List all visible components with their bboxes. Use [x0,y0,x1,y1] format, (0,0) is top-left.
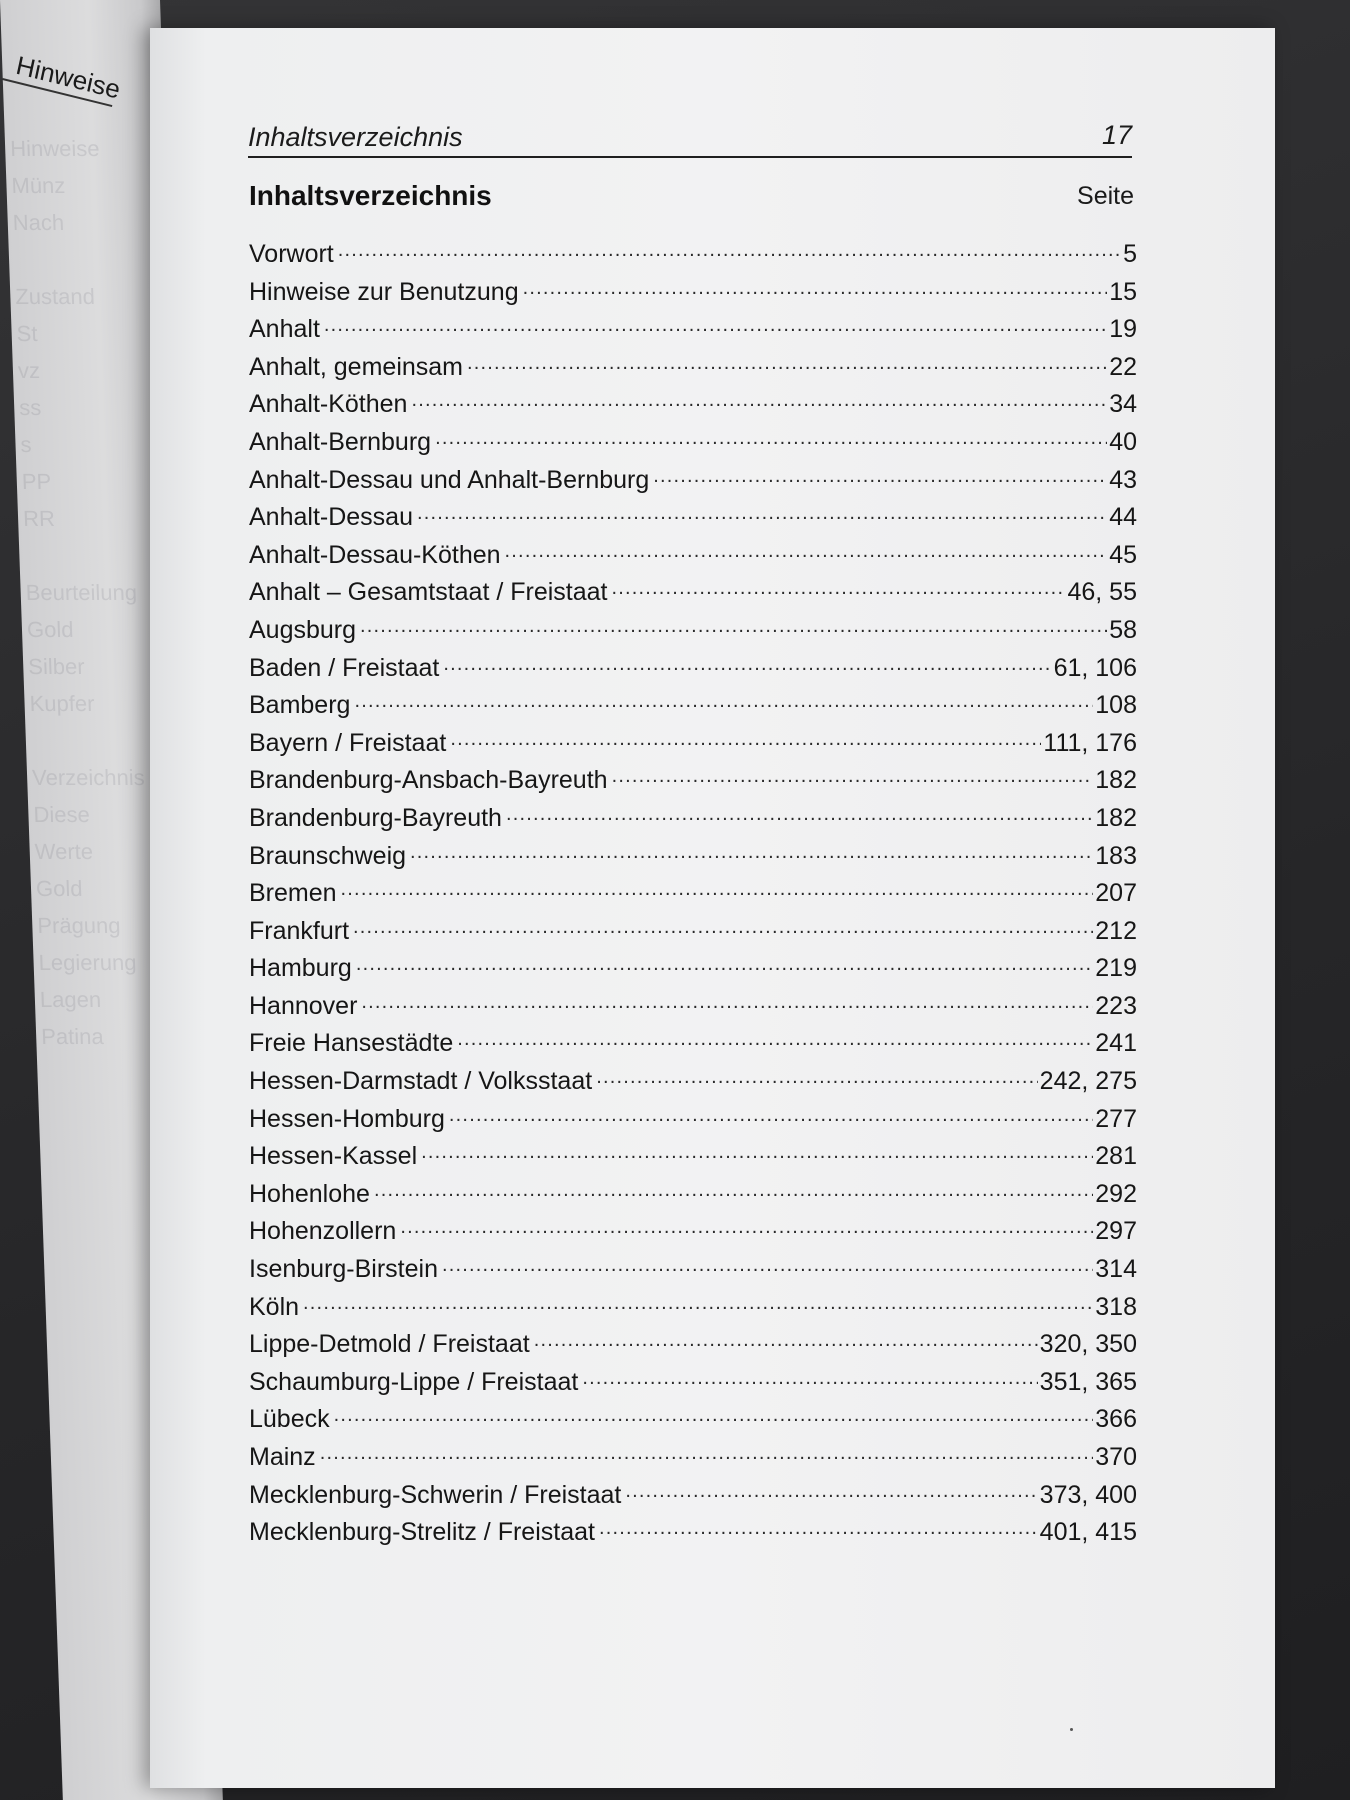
toc-entry-label: Anhalt-Dessau-Köthen [249,540,501,569]
toc-leader-dots [450,725,1041,751]
toc-entry [249,1063,1137,1101]
toc-leader-dots [354,687,1093,713]
toc-heading-row [249,176,1134,220]
toc-entry [249,386,1137,424]
toc-leader-dots [356,950,1093,976]
toc-entry [249,762,1137,800]
toc-entry-page: 182 [1095,766,1137,795]
toc-entry [249,349,1137,387]
toc-entry-label: Hinweise zur Benutzung [249,277,519,306]
toc-leader-dots [625,1477,1037,1503]
toc-entry [249,236,1137,274]
toc-entry [249,1326,1137,1364]
toc-entry [249,499,1137,537]
toc-entry-label: Bayern / Freistaat [249,728,447,757]
toc-leader-dots [338,236,1121,262]
current-page [150,28,1275,1788]
toc-leader-dots [653,462,1107,488]
toc-entry-label: Mecklenburg-Schwerin / Freistaat [249,1480,622,1509]
toc-entry-page: 370 [1095,1443,1137,1471]
toc-entry-page: 111, 176 [1043,728,1137,757]
toc-entry-page: 22 [1109,352,1137,381]
toc-leader-dots [360,612,1107,638]
toc-leader-dots [334,1401,1094,1427]
toc-entry-page: 108 [1095,691,1137,720]
toc-entry-label: Brandenburg-Ansbach-Bayreuth [249,766,608,795]
toc-entry-page: 297 [1095,1217,1137,1246]
toc-entry-label: Bamberg [249,691,351,720]
toc-entry-label: Hessen-Darmstadt / Volksstaat [249,1067,593,1096]
toc-entry-page: 46, 55 [1067,578,1137,607]
toc-entry [249,1025,1137,1063]
previous-page-header: Hinweise [13,50,124,105]
toc-entry-label: Augsburg [249,615,357,644]
toc-entry-label: Freie Hansestädte [249,1029,454,1058]
toc-entry-label: Hamburg [249,954,352,983]
toc-leader-dots [353,913,1093,939]
toc-entry [249,1289,1137,1327]
toc-entry-page: 223 [1095,991,1137,1020]
toc-entry [249,612,1137,650]
toc-entry-page: 19 [1109,315,1137,344]
toc-entry [249,875,1137,913]
page-number: 17 [1101,120,1132,150]
paper-speck [1070,1728,1073,1731]
toc-leader-dots [442,1251,1093,1277]
toc-leader-dots [596,1063,1037,1089]
toc-leader-dots [411,386,1107,412]
toc-entry [249,311,1137,349]
toc-leader-dots [467,349,1107,375]
toc-entry-label: Anhalt, gemeinsam [249,352,464,381]
toc-entry [249,650,1137,688]
toc-title: Inhaltsverzeichnis [249,180,492,211]
toc-entry-page: 61, 106 [1053,653,1137,682]
toc-entry-page: 373, 400 [1039,1480,1137,1509]
toc-entry [249,1213,1137,1251]
toc-entry-label: Braunschweig [249,841,407,870]
toc-entry-label: Baden / Freistaat [249,653,440,682]
toc-leader-dots [324,311,1107,337]
toc-entry [249,687,1137,725]
toc-entry-label: Hannover [249,991,358,1020]
toc-entry-label: Köln [249,1292,300,1321]
toc-entry-page: 281 [1095,1142,1137,1171]
toc-leader-dots [523,274,1108,300]
toc-entry [249,1176,1137,1214]
toc-leader-dots [435,424,1107,450]
toc-entry-page: 351, 365 [1039,1367,1137,1396]
toc-entry-label: Isenburg-Birstein [249,1255,438,1284]
toc-entry-label: Anhalt-Dessau und Anhalt-Bernburg [249,465,650,494]
toc-entry-label: Lübeck [249,1405,330,1434]
toc-entry-label: Anhalt [249,315,320,344]
toc-entry-label: Hessen-Homburg [249,1104,445,1133]
toc-leader-dots [417,499,1107,525]
toc-entry-page: 40 [1109,427,1137,456]
toc-leader-dots [374,1176,1093,1202]
previous-page-bleed-text: Hinweise Münz Nach Zustand St vz ss s PP RR Beurteilung Gold Silber Kupfer Verzeichnis Diese Werte Gold Prägung Legierung Lagen Patina [9,136,146,1049]
toc-entry-page: 5 [1123,240,1137,268]
toc-entry [249,1138,1137,1176]
toc-entry-page: 401, 415 [1039,1518,1137,1547]
toc-entry-label: Frankfurt [249,916,350,945]
toc-entry-page: 45 [1109,540,1137,569]
toc-entry [249,1401,1137,1439]
toc-entry-page: 318 [1095,1292,1137,1321]
toc-leader-dots [449,1101,1093,1127]
toc-leader-dots [320,1439,1094,1465]
toc-entry-page: 58 [1109,615,1137,644]
toc-leader-dots [457,1025,1093,1051]
toc-leader-dots [341,875,1094,901]
toc-entry-page: 207 [1095,879,1137,908]
toc-leader-dots [410,838,1093,864]
toc-entry [249,1364,1137,1402]
toc-leader-dots [612,574,1066,600]
toc-leader-dots [612,762,1094,788]
toc-entry-page: 212 [1095,916,1137,945]
toc-leader-dots [534,1326,1038,1352]
toc-entry [249,950,1137,988]
toc-leader-dots [361,988,1093,1014]
toc-entry-label: Anhalt – Gesamtstaat / Freistaat [249,578,608,607]
toc-entry [249,574,1137,612]
toc-entry [249,838,1137,876]
toc-entry-label: Hohenzollern [249,1217,397,1246]
toc-entry-page: 15 [1109,277,1137,306]
toc-entry-page: 292 [1095,1179,1137,1208]
toc-entry [249,988,1137,1026]
toc-entry-label: Lippe-Detmold / Freistaat [249,1330,530,1359]
toc-entry-label: Mecklenburg-Strelitz / Freistaat [249,1518,595,1547]
toc-entry-page: 182 [1095,803,1137,832]
toc-entry-page: 44 [1109,503,1137,532]
toc-page-column-label: Seite [1077,182,1134,210]
toc-entry-page: 43 [1109,465,1137,494]
toc-entry [249,1439,1137,1477]
toc-list [249,236,1137,1552]
toc-entry-label: Hessen-Kassel [249,1142,418,1171]
toc-entry [249,725,1137,763]
toc-entry-page: 183 [1095,841,1137,870]
toc-entry-label: Mainz [249,1443,316,1471]
toc-leader-dots [582,1364,1037,1390]
toc-entry-label: Schaumburg-Lippe / Freistaat [249,1367,579,1396]
toc-entry-label: Anhalt-Bernburg [249,427,432,456]
toc-entry-page: 366 [1095,1405,1137,1434]
toc-entry [249,1514,1137,1552]
toc-entry [249,1251,1137,1289]
toc-entry-page: 277 [1095,1104,1137,1133]
toc-entry [249,424,1137,462]
toc-entry-page: 242, 275 [1039,1067,1137,1096]
toc-entry-page: 320, 350 [1039,1330,1137,1359]
toc-entry-label: Anhalt-Dessau [249,503,413,532]
toc-entry-label: Brandenburg-Bayreuth [249,803,502,832]
toc-entry [249,800,1137,838]
toc-entry-page: 34 [1109,390,1137,419]
toc-entry-label: Hohenlohe [249,1179,370,1208]
toc-leader-dots [421,1138,1093,1164]
toc-entry-page: 219 [1095,954,1137,983]
toc-leader-dots [506,800,1093,826]
toc-leader-dots [400,1213,1093,1239]
toc-leader-dots [303,1289,1093,1315]
toc-entry [249,462,1137,500]
toc-leader-dots [505,537,1108,563]
toc-entry-page: 314 [1095,1255,1137,1284]
toc-entry [249,1101,1137,1139]
toc-entry-label: Bremen [249,879,337,908]
toc-entry-page: 241 [1095,1029,1137,1058]
toc-leader-dots [599,1514,1038,1540]
toc-entry [249,537,1137,575]
toc-entry-label: Vorwort [249,240,334,268]
toc-leader-dots [443,650,1051,676]
running-header-title: Inhaltsverzeichnis [248,122,463,152]
running-header [248,92,1132,158]
toc-entry [249,1477,1137,1515]
toc-entry [249,913,1137,951]
toc-entry [249,274,1137,312]
toc-entry-label: Anhalt-Köthen [249,390,408,419]
